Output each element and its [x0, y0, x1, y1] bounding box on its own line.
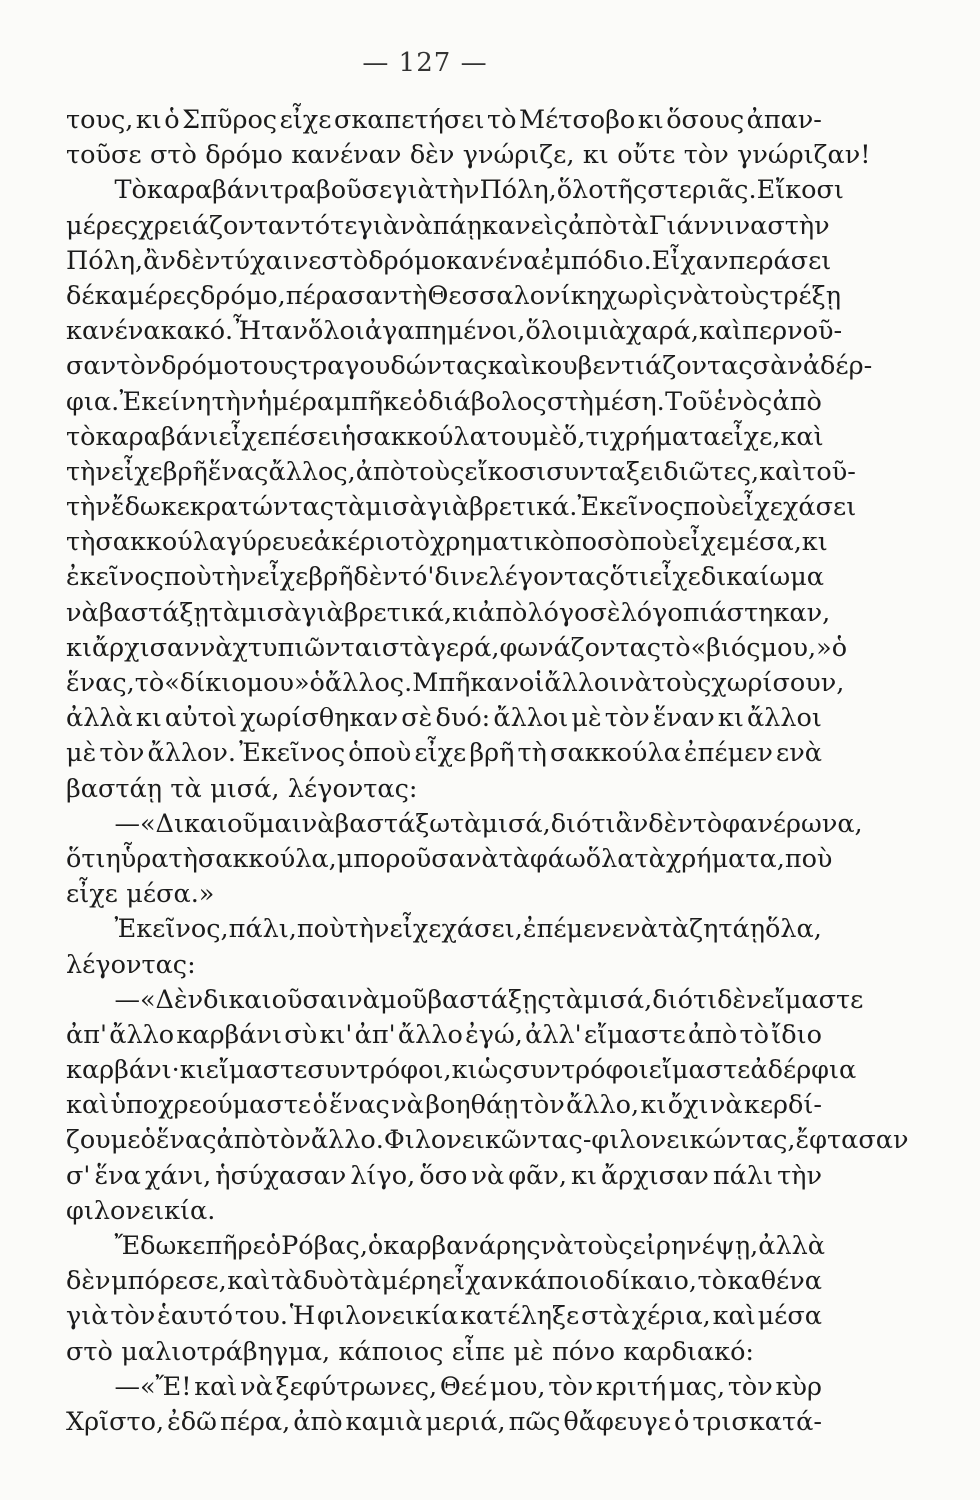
text-line: Πόλη, ἂν δὲν τύχαινε στὸ δρόμο κανένα ἐμπόδιο. Εἶχαν περάσει	[66, 245, 832, 276]
text-line: στὸ μαλιοτράβηγμα, κάποιος εἶπε μὲ πόνο καρδιακό:	[66, 1336, 755, 1367]
text-line: σαν τὸν δρόμο τους τραγουδώντας καὶ κουβεντιάζοντας σὰν ἀδέρ-	[66, 351, 873, 382]
text-line: δὲν μπόρεσε, καὶ τὰ δυὸ τὰ μέρη εἶχαν κάποιο δίκαιο, τὸ καθένα	[66, 1266, 822, 1297]
text-line: Ἔδωκε πῆρε ὁ Ρόβας, ὁ καρβανάρης νὰ τοὺς εἰρηνέψῃ, ἀλλὰ	[114, 1231, 825, 1261]
text-line: λέγοντας:	[66, 949, 196, 980]
body-text	[66, 103, 909, 1440]
text-line: τους, κι ὁ Σπῦρος εἶχε σκαπετήσει τὸ Μέτσοβο κι ὅσους ἀπαν-	[66, 105, 822, 135]
text-line: τοῦσε στὸ δρόμο κανέναν δὲν γνώριζε, κι οὔτε τὸν γνώριζαν!	[66, 140, 871, 171]
text-line: τὴν εἶχε βρῆ ἕνας ἄλλος, ἀπὸ τοὺς εἴκοσι συνταξειδιῶτες, καὶ τοῦ-	[66, 456, 856, 487]
page-number: — 127 —	[362, 48, 488, 78]
text-line: ἀλλὰ κι αὐτοὶ χωρίσθηκαν σὲ δυό: ἄλλοι μὲ τὸν ἕναν κι ἄλλοι	[66, 703, 822, 734]
text-line: Χρῖστο, ἐδῶ πέρα, ἀπὸ καμιὰ μεριά, πῶς θἄφευγε ὁ τρισκατά-	[66, 1406, 822, 1437]
text-line: βαστάῃ τὰ μισά, λέγοντας:	[66, 773, 418, 804]
text-line: Ἐκεῖνος, πάλι, ποὺ τὴν εἶχε χάσει, ἐπέμενε νὰ τὰ ζητάῃ ὅλα,	[114, 914, 822, 945]
text-line: —«Ἔ! καὶ νὰ ξεφύτρωνες, Θεέ μου, τὸν κριτή μας, τὸν κὺρ	[114, 1371, 822, 1402]
text-line: —«Δικαιοῦμαι νὰ βαστάξω τὰ μισά, διότι ἂν δὲν τὸ φανέρωνα,	[114, 808, 863, 839]
text-line: νὰ βαστάξῃ τὰ μισὰ γιὰ βρετικά, κι ἀπὸ λόγο σὲ λόγο πιάστηκαν,	[66, 597, 831, 628]
text-line: Τὸ καραβάνι τραβοῦσε γιὰ τὴν Πόλη, ὅλο τῆς στεριᾶς. Εἴκοσι	[114, 175, 844, 206]
text-line: μὲ τὸν ἄλλον. Ἐκεῖνος ὁποὺ εἶχε βρῆ τὴ σακκούλα ἐπέμεν ενὰ	[66, 738, 822, 769]
text-line: εἶχε μέσα.»	[66, 879, 215, 910]
text-line: ἀπ' ἄλλο καρβάνι σὺ κι' ἀπ' ἄλλο ἐγώ, ἀλλ' εἴμαστε ἀπὸ τὸ ἴδιο	[66, 1019, 822, 1050]
text-line: ὅτι ηὗρα τὴ σακκούλα, μποροῦσα νὰ τὰ φάω ὅλα τὰ χρήματα, ποὺ	[66, 843, 833, 874]
text-line: τὸ καραβάνι εἶχε πέσει ἡ σακκούλα του μὲ ὅ,τι χρήματα εἶχε, καὶ	[66, 421, 824, 452]
text-line: καρβάνι· κι εἴμαστε συντρόφοι, κι ὡς συντρόφοι εἴμαστε ἀδέρφια	[66, 1055, 857, 1086]
text-line: τὴ σακκούλα γύρευε ἀκέριο τὸ χρηματικὸ ποσὸ ποὺ εἶχε μέσα, κι	[66, 527, 828, 558]
text-line: μέρες χρειάζονταν τότε γιὰ νὰ πάῃ κανεὶς ἀπὸ τὰ Γιάννινα στὴν	[66, 210, 830, 241]
text-line: καὶ ὑποχρεούμαστε ὁ ἕνας νὰ βοηθάῃ τὸν ἄλλο, κι ὄχι νὰ κερδί-	[66, 1090, 822, 1121]
text-line: γιὰ τὸν ἑαυτό του. Ἡ φιλονεικία κατέληξε στὰ χέρια, καὶ μέσα	[66, 1301, 822, 1332]
text-line: ἐκεῖνος ποὺ τὴν εἶχε βρῆ δὲν τό 'δινε λέγοντας ὅτι εἶχε δικαίωμα	[66, 562, 824, 593]
text-line: φιλονεικία.	[66, 1195, 216, 1226]
text-line: δέκα μέρες δρόμο, πέρασαν τὴ Θεσσαλονίκη χωρὶς νὰ τοὺς τρέξῃ	[66, 280, 841, 311]
text-line: φια. Ἐκείνη τὴν ἡμέρα μπῆκε ὁ διάβολος στὴ μέση. Τοῦ ἑνὸς ἀπὸ	[66, 386, 822, 417]
text-line: ἕνας, τὸ «δίκιο μου» ὁ ἄλλος. Μπῆκαν οἱ ἄλλοι νὰ τοὺς χωρίσουν,	[66, 668, 845, 698]
text-line: —«Δὲν δικαιοῦσαι νὰ μοῦ βαστάξῃς τὰ μισά, διότι δὲν εἴμαστε	[114, 984, 864, 1015]
text-line: ζουμε ὁ ἕνας ἀπὸ τὸν ἄλλο. Φιλονεικῶντας-φιλονεικώντας, ἔφτασαν	[66, 1125, 909, 1156]
text-line: τὴν ἔδωκε κρατώντας τὰ μισὰ γιὰ βρετικά. Ἐκεῖνος ποὺ εἶχε χάσει	[66, 492, 857, 523]
text-line: κι ἄρχισαν νὰ χτυπιῶνται στὰ γερά, φωνάζοντας τὸ «βιός μου,» ὁ	[66, 632, 848, 663]
text-line: σ' ἕνα χάνι, ἡσύχασαν λίγο, ὅσο νὰ φᾶν, κι ἄρχισαν πάλι τὴν	[66, 1160, 822, 1191]
text-line: κανένα κακό. Ἦταν ὅλοι ἀγαπημένοι, ὅλοι μιὰ χαρά, καὶ περνοῦ-	[66, 316, 843, 347]
